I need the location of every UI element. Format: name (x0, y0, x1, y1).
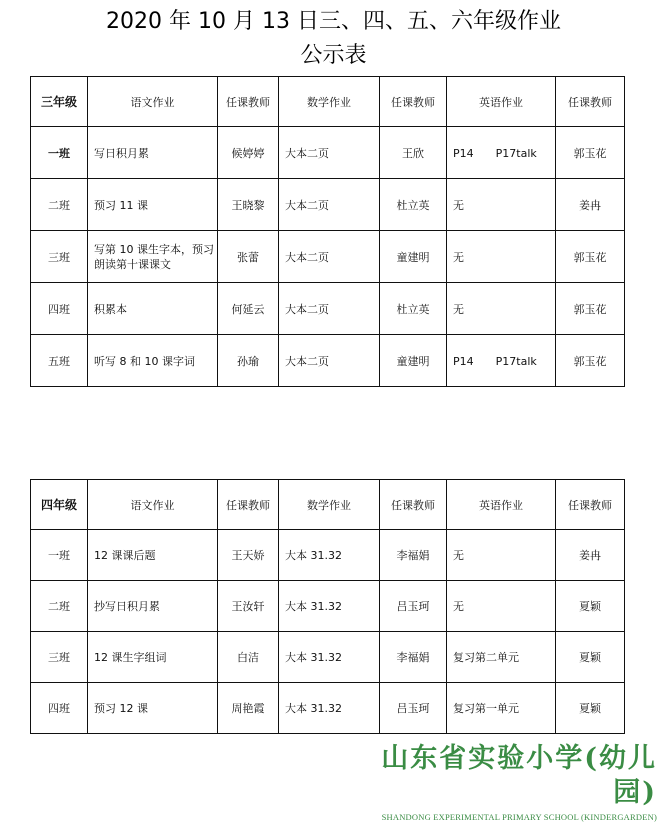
class-cell: 三班 (31, 632, 88, 683)
math-teacher-cell: 李福娟 (380, 530, 447, 581)
english-hw-cell: P14 P17talk (447, 335, 556, 387)
page-title: 2020 年 10 月 13 日三、四、五、六年级作业 (106, 9, 561, 34)
school-logo (357, 742, 657, 824)
chinese-teacher-cell: 张蕾 (218, 231, 279, 283)
header-math-hw: 数学作业 (279, 480, 380, 530)
chinese-teacher-cell: 白洁 (218, 632, 279, 683)
english-hw-cell: 无 (447, 530, 556, 581)
chinese-hw-cell: 预习 12 课 (88, 683, 218, 734)
class-cell: 四班 (31, 283, 88, 335)
math-teacher-cell: 童建明 (380, 335, 447, 387)
class-cell: 四班 (31, 683, 88, 734)
math-hw-cell: 大本二页 (279, 127, 380, 179)
header-math-hw: 数学作业 (279, 77, 380, 127)
english-teacher-cell: 姜冉 (556, 530, 625, 581)
chinese-teacher-cell: 孙瑜 (218, 335, 279, 387)
table-row (31, 335, 625, 387)
english-teacher-cell: 夏颖 (556, 683, 625, 734)
math-hw-cell: 大本 31.32 (279, 530, 380, 581)
class-cell: 三班 (31, 231, 88, 283)
english-teacher-cell: 郭玉花 (556, 127, 625, 179)
chinese-hw-cell: 积累本 (88, 283, 218, 335)
grade3-homework-table (30, 76, 625, 387)
chinese-hw-cell: 听写 8 和 10 课字词 (88, 335, 218, 387)
table-row (31, 231, 625, 283)
class-cell: 一班 (31, 530, 88, 581)
table-row (31, 683, 625, 734)
english-hw-cell: 无 (447, 283, 556, 335)
header-teacher: 任课教师 (380, 480, 447, 530)
class-cell: 一班 (31, 127, 88, 179)
table-header-row (31, 77, 625, 127)
english-hw-cell: 复习第一单元 (447, 683, 556, 734)
math-teacher-cell: 李福娟 (380, 632, 447, 683)
math-teacher-cell: 杜立英 (380, 179, 447, 231)
english-teacher-cell: 夏颖 (556, 581, 625, 632)
chinese-teacher-cell: 何延云 (218, 283, 279, 335)
english-teacher-cell: 夏颖 (556, 632, 625, 683)
english-teacher-cell: 郭玉花 (556, 231, 625, 283)
chinese-hw-cell: 写日积月累 (88, 127, 218, 179)
english-teacher-cell: 姜冉 (556, 179, 625, 231)
math-hw-cell: 大本 31.32 (279, 683, 380, 734)
chinese-hw-cell: 12 课生字组词 (88, 632, 218, 683)
math-teacher-cell: 童建明 (380, 231, 447, 283)
grade-label: 四年级 (31, 480, 88, 530)
math-hw-cell: 大本二页 (279, 335, 380, 387)
math-hw-cell: 大本二页 (279, 179, 380, 231)
chinese-hw-cell: 抄写日积月累 (88, 581, 218, 632)
english-hw-cell: 无 (447, 231, 556, 283)
table-row (31, 581, 625, 632)
chinese-teacher-cell: 王汝轩 (218, 581, 279, 632)
english-hw-cell: P14 P17talk (447, 127, 556, 179)
math-teacher-cell: 吕玉珂 (380, 581, 447, 632)
header-chinese-hw: 语文作业 (88, 480, 218, 530)
english-hw-cell: 复习第二单元 (447, 632, 556, 683)
math-hw-cell: 大本 31.32 (279, 632, 380, 683)
table-header-row (31, 480, 625, 530)
math-teacher-cell: 王欣 (380, 127, 447, 179)
chinese-hw-cell: 预习 11 课 (88, 179, 218, 231)
chinese-teacher-cell: 候婷婷 (218, 127, 279, 179)
header-chinese-hw: 语文作业 (88, 77, 218, 127)
header-teacher: 任课教师 (556, 77, 625, 127)
chinese-teacher-cell: 王晓黎 (218, 179, 279, 231)
header-english-hw: 英语作业 (447, 77, 556, 127)
table-row (31, 127, 625, 179)
english-hw-cell: 无 (447, 179, 556, 231)
math-hw-cell: 大本二页 (279, 283, 380, 335)
table-row (31, 530, 625, 581)
table-row (31, 632, 625, 683)
header-teacher: 任课教师 (556, 480, 625, 530)
school-logo-english: SHANDONG EXPERIMENTAL PRIMARY SCHOOL (KINDERGARDEN) (381, 812, 657, 822)
page-subtitle: 公示表 (300, 43, 367, 68)
school-logo-chinese: 山东省实验小学(幼儿园) (381, 743, 657, 808)
english-hw-cell: 无 (447, 581, 556, 632)
header-teacher: 任课教师 (380, 77, 447, 127)
header-english-hw: 英语作业 (447, 480, 556, 530)
math-teacher-cell: 杜立英 (380, 283, 447, 335)
class-cell: 二班 (31, 581, 88, 632)
grade-label: 三年级 (31, 77, 88, 127)
math-hw-cell: 大本 31.32 (279, 581, 380, 632)
math-teacher-cell: 吕玉珂 (380, 683, 447, 734)
chinese-teacher-cell: 王天娇 (218, 530, 279, 581)
class-cell: 五班 (31, 335, 88, 387)
english-teacher-cell: 郭玉花 (556, 283, 625, 335)
chinese-hw-cell: 12 课课后题 (88, 530, 218, 581)
chinese-hw-cell: 写第 10 课生字本，预习朗读第十课课文 (88, 231, 218, 283)
header-teacher: 任课教师 (218, 77, 279, 127)
table-row (31, 283, 625, 335)
header-teacher: 任课教师 (218, 480, 279, 530)
english-teacher-cell: 郭玉花 (556, 335, 625, 387)
table-row (31, 179, 625, 231)
class-cell: 二班 (31, 179, 88, 231)
grade4-homework-table (30, 479, 625, 734)
chinese-teacher-cell: 周艳霞 (218, 683, 279, 734)
math-hw-cell: 大本二页 (279, 231, 380, 283)
